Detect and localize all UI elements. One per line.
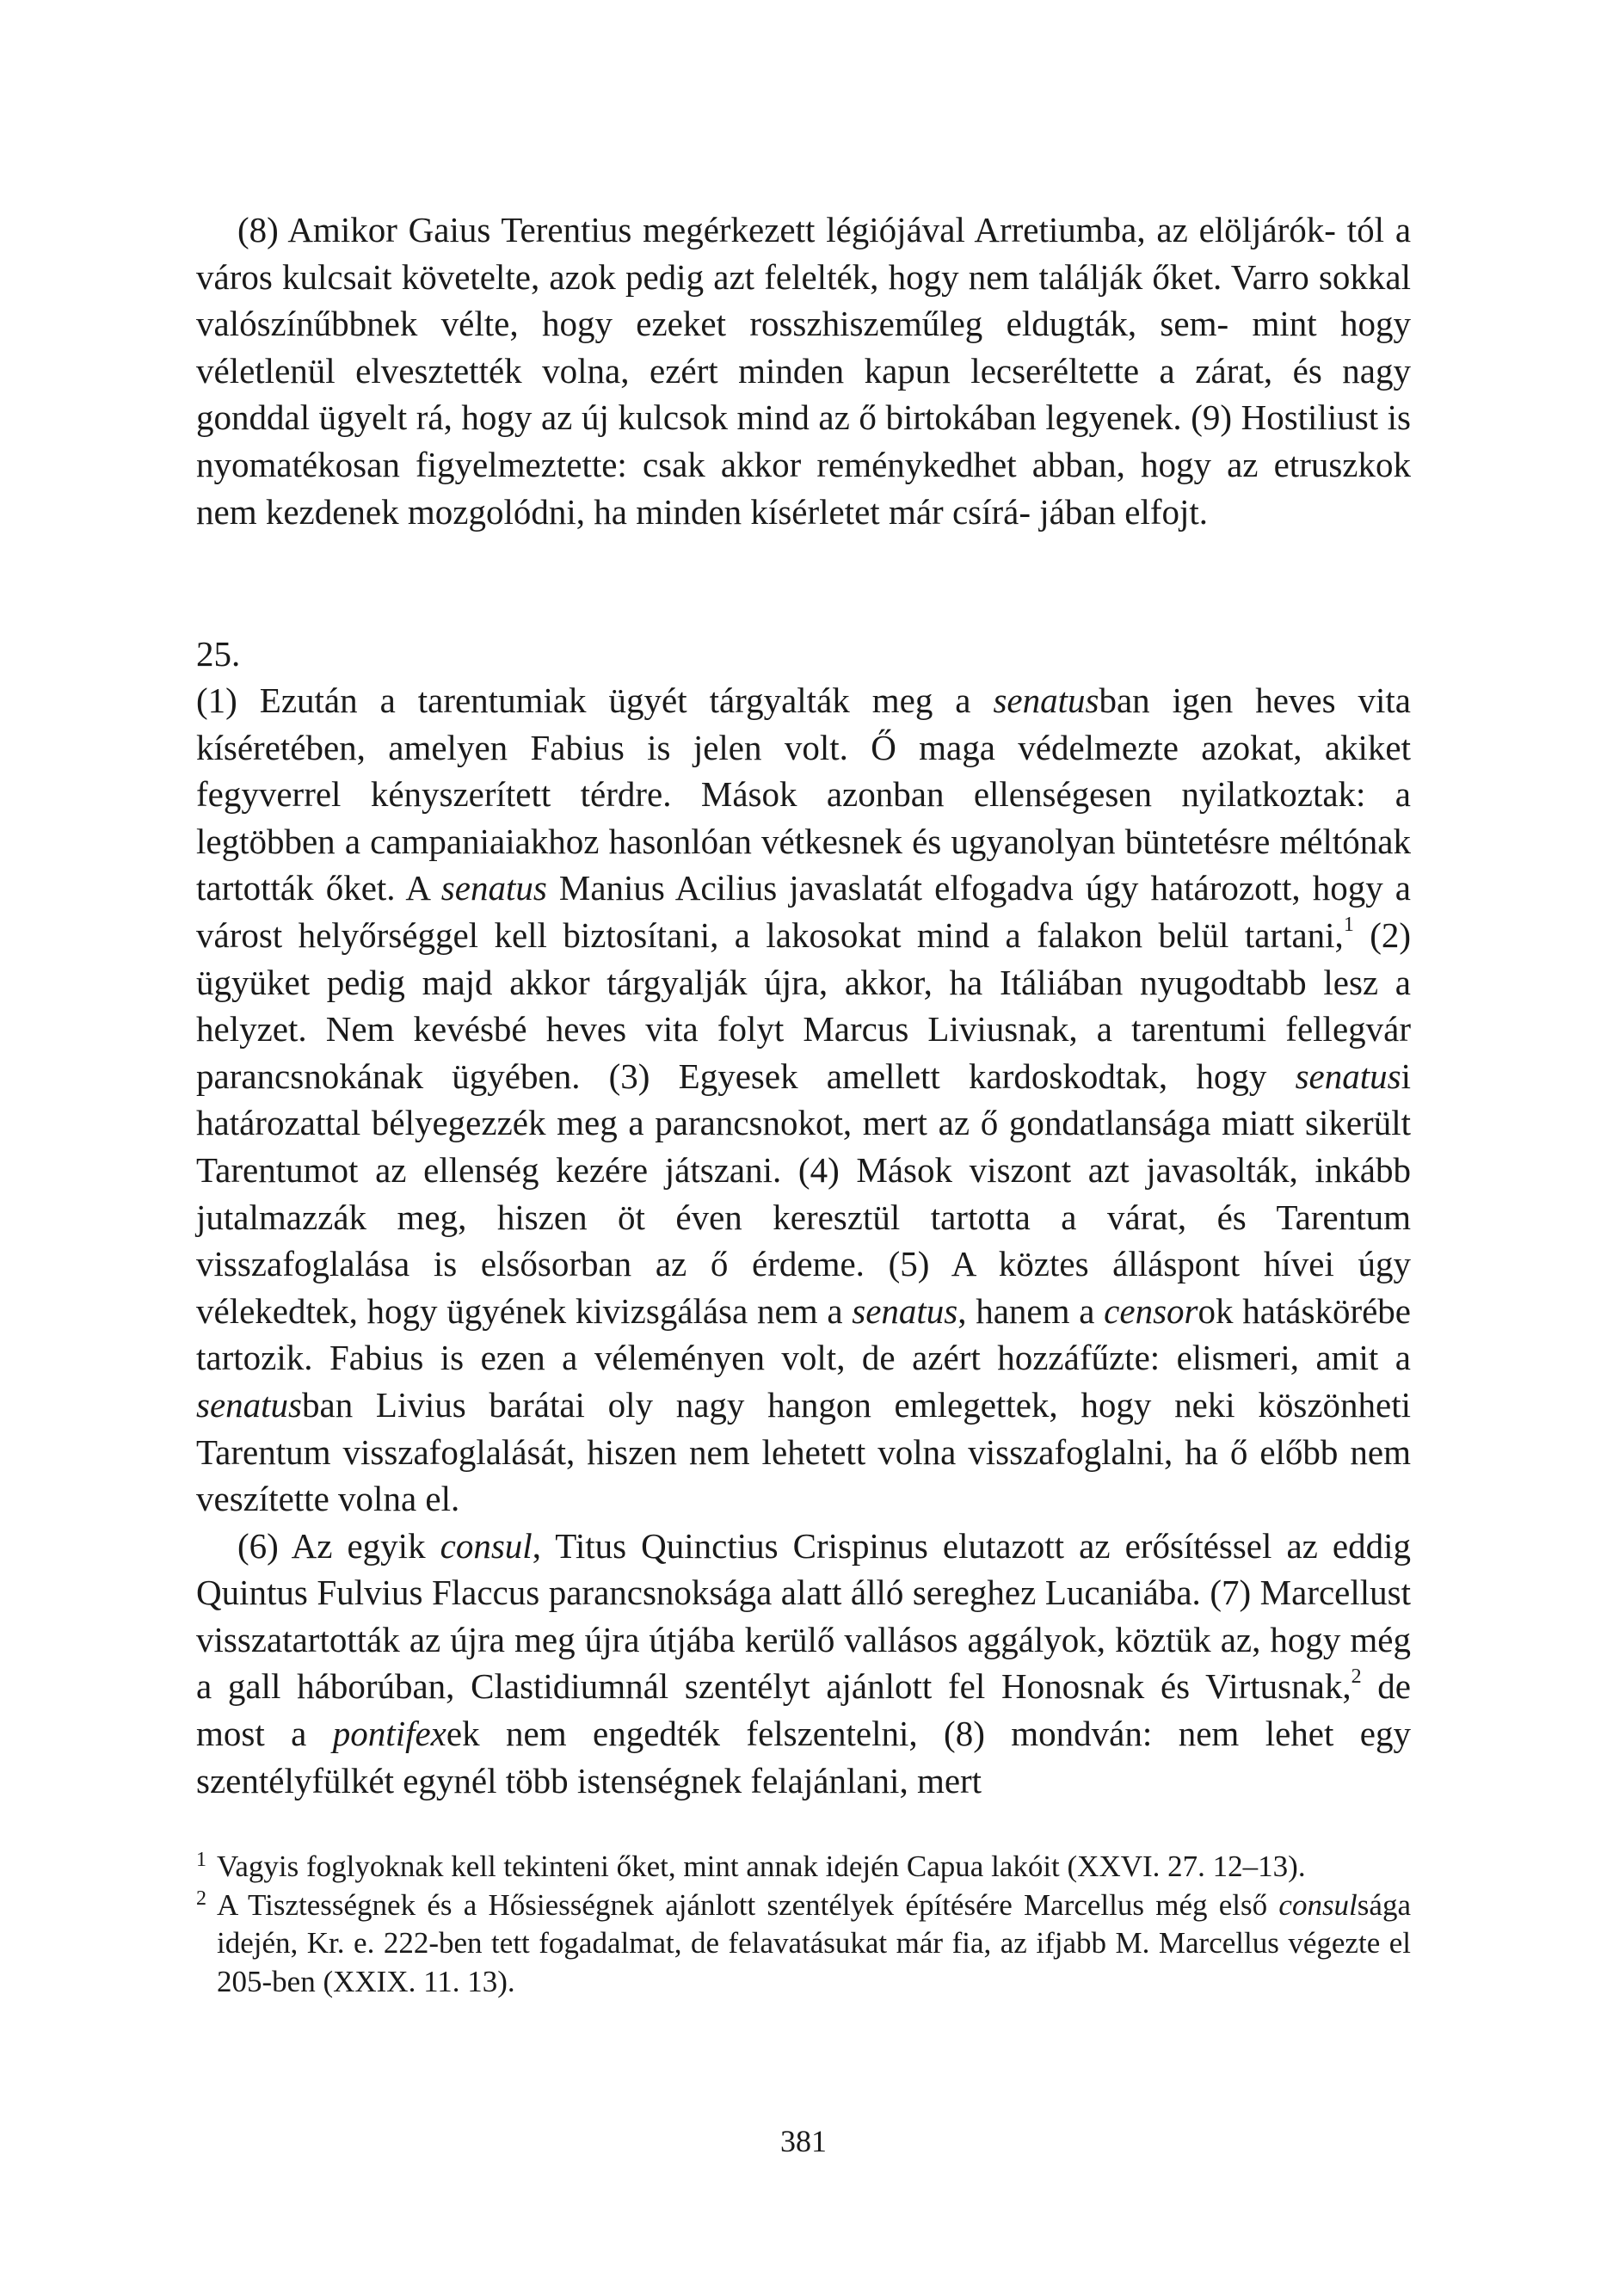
footnote-number: 1 bbox=[196, 1849, 206, 1871]
text-line: hogy az etruszkok nem kezdenek mozgolódni, ha minden kísérletet már csírá- bbox=[196, 444, 1412, 532]
text-run: , Titus Quinctius Crispinus elutazott az erősítéssel az eddig Quintus Fulvius Flaccus parancsnoksága alatt álló sereghez Lucaniába. (7) Marcellust visszatartották az újra meg újra útjába kerülő vallásos aggályok, köztük az, hogy még a gall háborúban, Clastidiumnál szentélyt ajánlott fel Honosnak és Virtusnak, bbox=[196, 1525, 1411, 1707]
paragraph-chapter-24-end bbox=[196, 206, 1411, 535]
italic-term: pontifex bbox=[332, 1714, 446, 1754]
paragraph-lines bbox=[196, 206, 1411, 535]
footnote-reference[interactable]: 2 bbox=[1351, 1665, 1362, 1688]
text-run: Manius Acilius javaslatát elfogadva úgy határozott, hogy a várost helyőrséggel kell biztosítani, a lakosokat mind a falakon belül tartani, bbox=[196, 868, 1411, 955]
italic-term: censor bbox=[1104, 1290, 1198, 1331]
text-line: (8) Amikor Gaius Terentius megérkezett légiójával Arretiumba, az elöljárók- bbox=[237, 210, 1336, 249]
text-run: ban igen heves vita kíséretében, amelyen Fabius is jelen volt. Ő maga védelmezte azokat, akiket fegyverrel kényszerített térdre. Mások azonban ellenségesen nyilatkoztak: a legtöbben a campaniaiakhoz hasonlóan vétkesnek és ugyanolyan büntetésre méltónak tartották őket. A bbox=[196, 680, 1411, 908]
text-line: mint hogy véletlenül elvesztették volna, ezért minden kapun lecseréltette a zárat, bbox=[196, 304, 1411, 391]
text-line: (9) Hostiliust is nyomatékosan figyelmeztette: csak akkor reménykedhet abban, bbox=[196, 397, 1412, 484]
italic-term: senatus bbox=[440, 868, 547, 908]
text-line: és nagy gonddal ügyelt rá, hogy az új kulcsok mind az ő birtokában legyenek. bbox=[196, 350, 1411, 438]
chapter-25-body bbox=[196, 677, 1411, 1804]
paragraph-chapter-25-part-1 bbox=[196, 677, 1411, 1523]
paragraph-chapter-25-part-2 bbox=[196, 1523, 1411, 1805]
text-run: ban Livius barátai oly nagy hangon emlegettek, hogy neki köszönheti Tarentum visszafoglalását, hiszen nem lehetett volna visszafoglalni, ha ő előbb nem veszítette volna el. bbox=[196, 1384, 1411, 1519]
footnote-1 bbox=[196, 1848, 1411, 1887]
footnote-2 bbox=[196, 1887, 1411, 2002]
italic-term: senatus bbox=[196, 1384, 302, 1425]
italic-term: consul bbox=[1278, 1887, 1358, 1922]
italic-term: consul bbox=[440, 1525, 533, 1566]
text-run: de most a bbox=[196, 1666, 1411, 1754]
italic-term: senatus bbox=[852, 1290, 958, 1331]
italic-term: senatus bbox=[993, 680, 1099, 720]
text-line: jában elfojt. bbox=[1039, 491, 1209, 532]
text-run: , hanem a bbox=[957, 1290, 1105, 1331]
footnote-text: Vagyis foglyoknak kell tekinteni őket, mint annak idején Capua lakóit (XXVI. 27. 12–13). bbox=[217, 1850, 1306, 1883]
footnote-reference[interactable]: 1 bbox=[1343, 914, 1354, 937]
footnote-number: 2 bbox=[196, 1887, 206, 1910]
footnote-text: sága idején, Kr. e. 222-ben tett fogadalmat, de felavatásukat már fia, az ifjabb M. Marcellus végezte el 205-ben (XXIX. 11. 13). bbox=[217, 1887, 1411, 1998]
text-run: (1) Ezután a tarentumiak ügyét tárgyalták meg a bbox=[196, 680, 994, 720]
text-line: Varro sokkal valószínűbbnek vélte, hogy ezeket rosszhiszeműleg eldugták, sem- bbox=[196, 256, 1412, 344]
italic-term: senatus bbox=[1295, 1056, 1401, 1096]
footnote-text: A Tisztességnek és a Hősiességnek ajánlott szentélyek építésére Marcellus még első bbox=[217, 1887, 1279, 1922]
text-run: i határozattal bélyegezzék meg a parancsnokot, mert az ő gondatlansága miatt sikerült Tarentumot az ellenség kezére játszani. (4) Mások viszont azt javasolták, inkább jutalmazzák meg, hiszen öt éven keresztül tartotta a várat, és Tarentum visszafoglalása is elsősorban az ő érdeme. (5) A köztes álláspont hívei úgy vélekedtek, hogy ügyének kivizsgálása nem a bbox=[196, 1056, 1411, 1331]
text-run: ok hatáskörébe tartozik. Fabius is ezen a véleményen volt, de azért hozzáfűzte: elismeri, amit a bbox=[196, 1290, 1412, 1378]
text-run: (6) Az egyik bbox=[237, 1525, 440, 1566]
footnotes bbox=[196, 1848, 1411, 2001]
text-line: tól a város kulcsait követelte, azok pedig azt felelték, hogy nem találják őket. bbox=[196, 210, 1412, 297]
page-number: 381 bbox=[780, 2124, 827, 2158]
chapter-number: 25. bbox=[196, 634, 241, 674]
text-run: ek nem engedték felszentelni, (8) mondván: nem lehet egy szentélyfülkét egynél több istenségnek felajánlani, mert bbox=[196, 1714, 1411, 1800]
text-run: (2) ügyüket pedig majd akkor tárgyalják újra, akkor, ha Itáliában nyugodtabb lesz a helyzet. Nem kevésbé heves vita folyt Marcus Liviusnak, a tarentumi fellegvár parancsnokának ügyében. (3) Egyesek amellett kardoskodtak, hogy bbox=[196, 914, 1412, 1096]
